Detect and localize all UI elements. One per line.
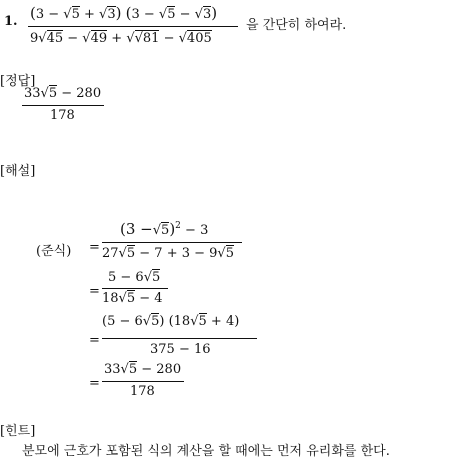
problem-numerator: (3 − √5 + √3) (3 − √5 − √3) (30, 4, 218, 22)
step1-numerator: $(3 -√5)^2 - 3$ (120, 220, 209, 238)
answer-fraction (22, 86, 106, 128)
problem-instruction: 을 간단히 하여라. (246, 18, 347, 33)
step3-fraction (102, 314, 262, 360)
step2-denominator: 18√5 − 4 (102, 291, 163, 306)
step4-fraction (102, 362, 186, 404)
step2-numerator: 5 − 6√5 (108, 270, 161, 285)
step3-denominator: 375 − 16 (150, 342, 211, 357)
problem-number: 1. (4, 14, 18, 29)
step2-fraction (102, 270, 172, 312)
answer-denominator: 178 (50, 108, 75, 123)
problem-fraction-bar (28, 26, 238, 27)
solution-label: [해설] (0, 164, 36, 179)
problem-denominator: 9√45 − √49 + √√81 − √405 (30, 31, 212, 46)
step4-denominator: 178 (130, 384, 155, 399)
step2-fraction-bar (102, 288, 168, 289)
step1-equals: = (89, 240, 100, 255)
answer-numerator: 33√5 − 280 (24, 86, 102, 101)
hint-text: 분모에 근호가 포함된 식의 계산을 할 때에는 먼저 유리화를 한다. (22, 444, 390, 459)
step4-fraction-bar (102, 381, 184, 382)
problem-fraction (28, 2, 240, 48)
step3-numerator: (5 − 6√5) (18√5 + 4) (102, 314, 240, 329)
answer-fraction-bar (22, 105, 104, 106)
step1-fraction (102, 220, 247, 266)
step1-denominator: 27√5 − 7 + 3 − 9√5 (102, 246, 234, 261)
step3-equals: = (89, 333, 100, 348)
step4-equals: = (89, 376, 100, 391)
step4-numerator: 33√5 − 280 (104, 362, 182, 377)
step3-fraction-bar (102, 338, 257, 339)
step1-fraction-bar (102, 242, 242, 243)
answer-label: [정답] (0, 74, 36, 89)
hint-label: [힌트] (0, 424, 36, 439)
solution-lhs: (준식) (36, 244, 72, 259)
step2-equals: = (89, 284, 100, 299)
